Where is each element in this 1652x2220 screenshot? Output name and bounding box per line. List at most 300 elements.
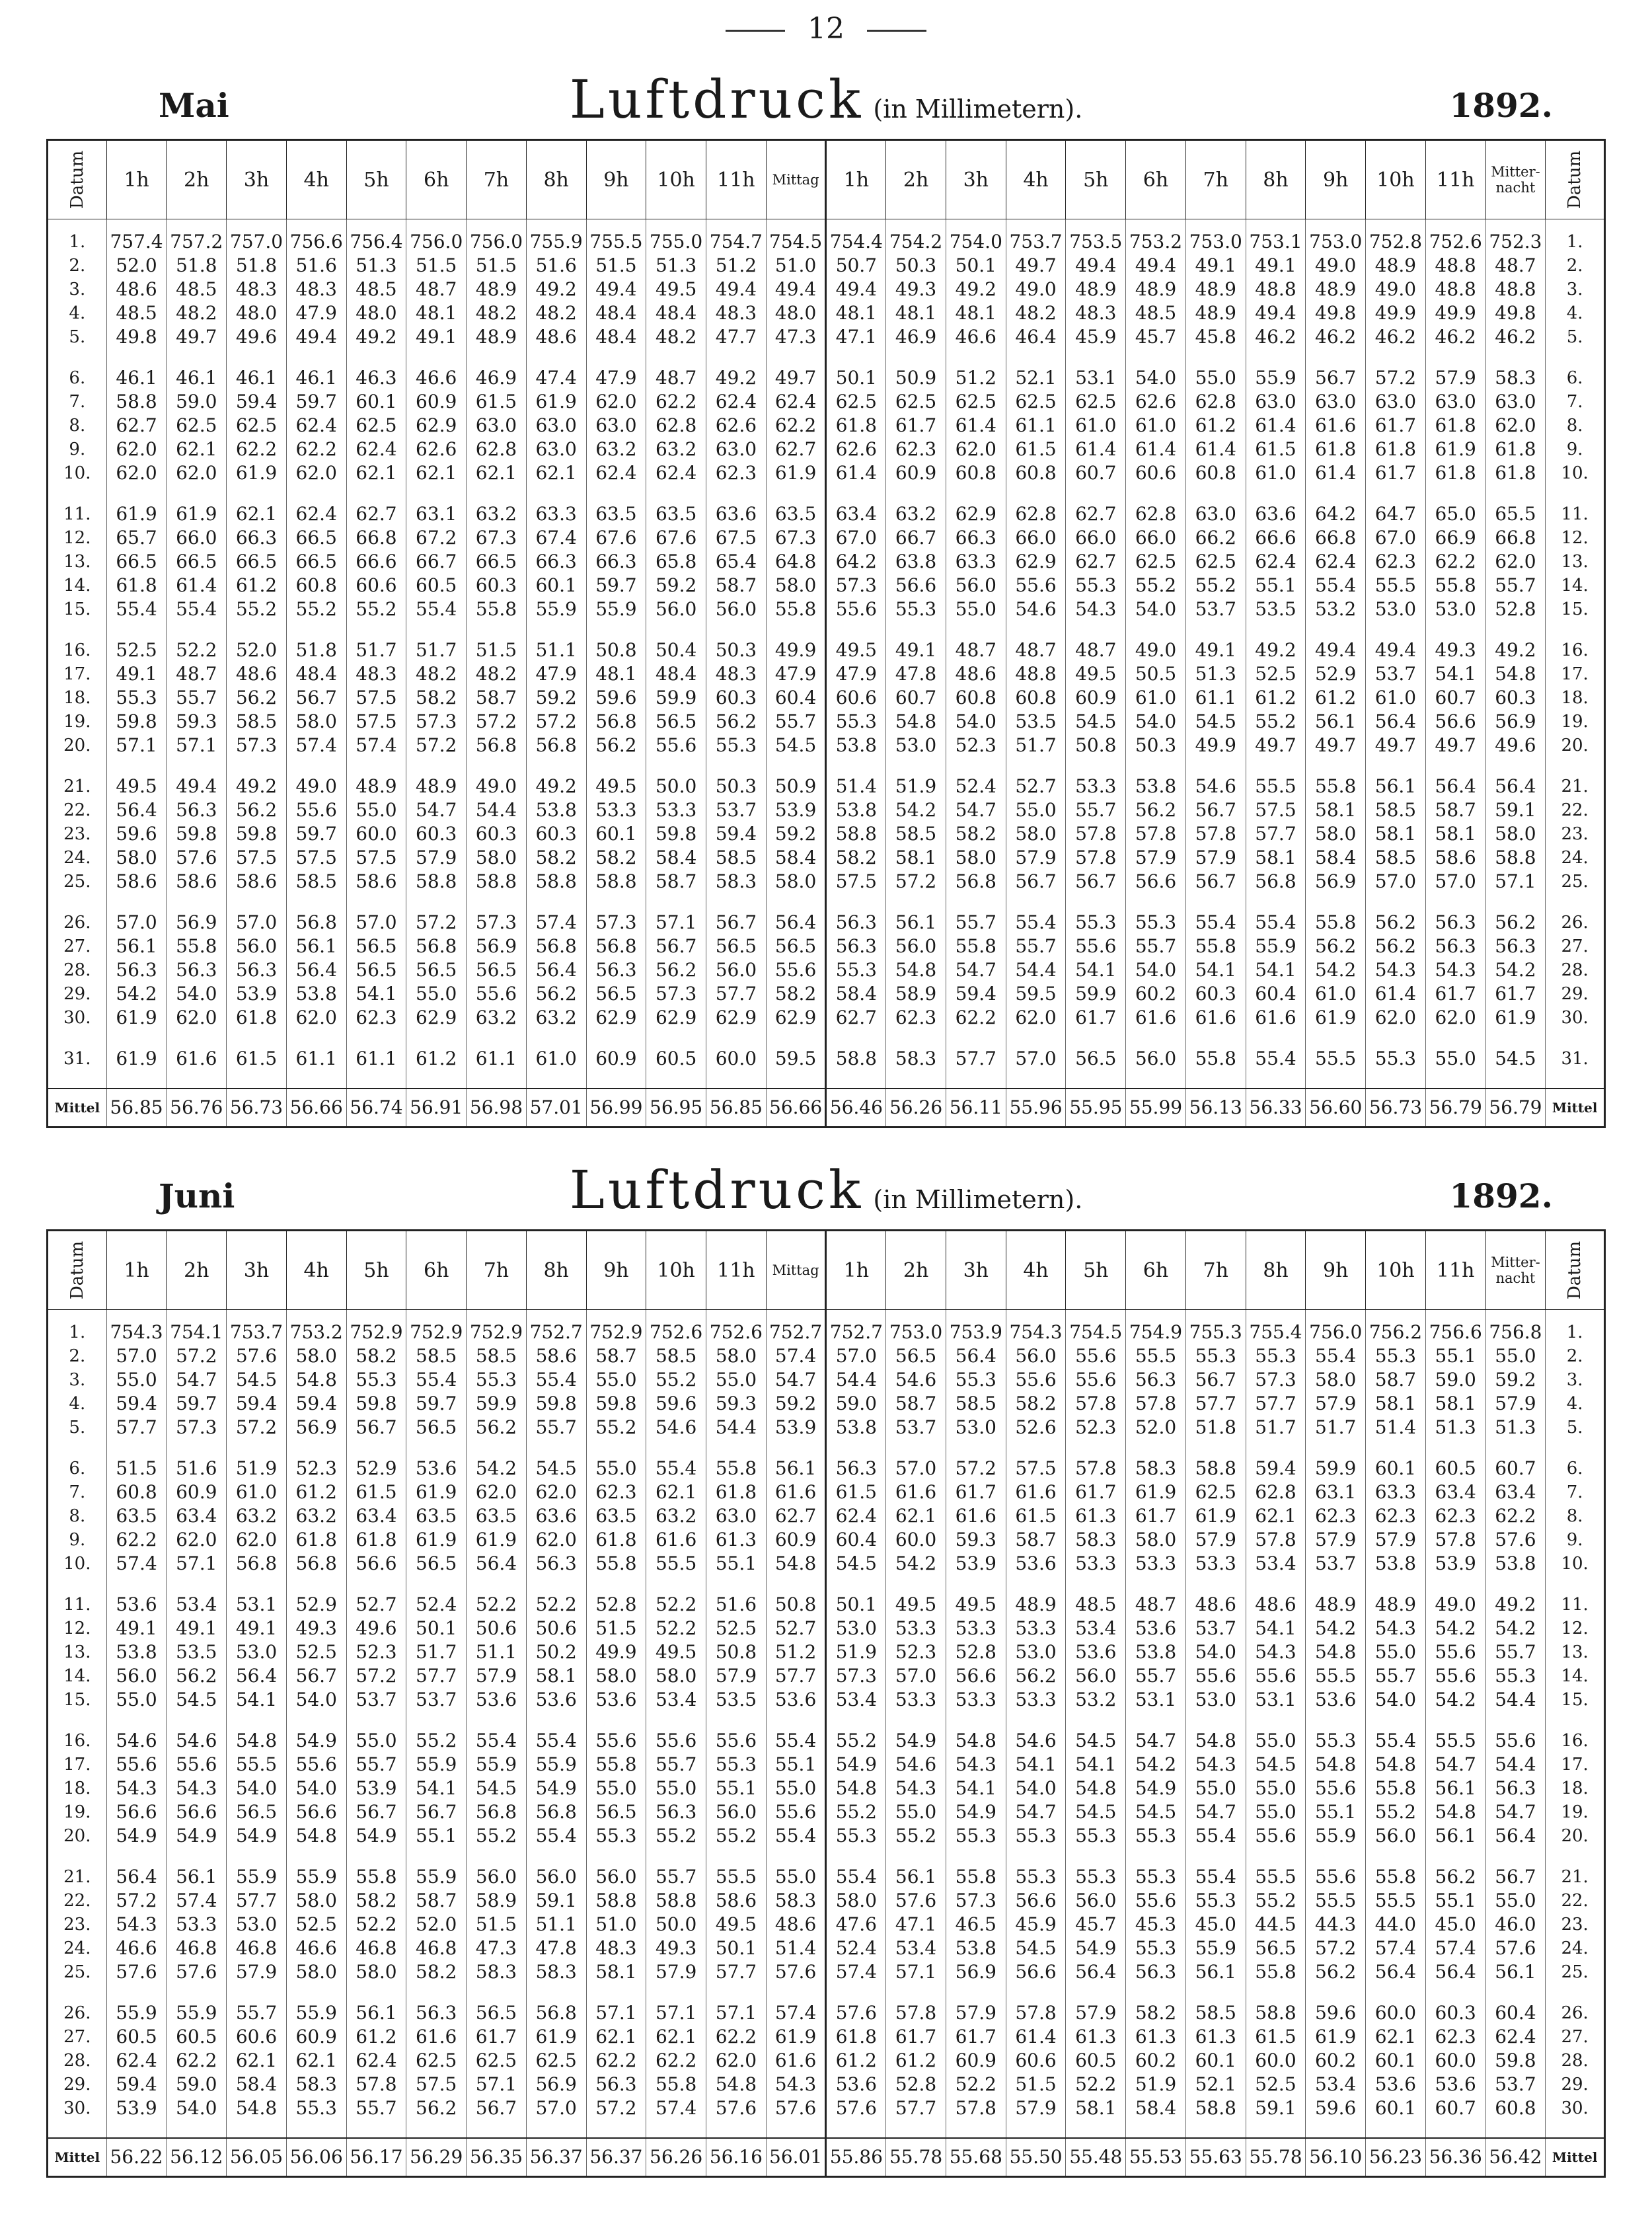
table-cell: 55.0 — [586, 1368, 646, 1392]
table-cell: 57.3 — [227, 734, 287, 757]
table-cell: 58.1 — [526, 1664, 586, 1688]
spacer-cell — [646, 621, 706, 638]
row-date: 18. — [48, 686, 107, 710]
table-cell: 56.26 — [886, 1089, 946, 1128]
row-date: 27. — [1546, 2025, 1605, 2049]
row-date: 3. — [48, 1368, 107, 1392]
table-cell: 55.5 — [227, 1753, 287, 1777]
column-header-hour: 7h — [467, 1231, 527, 1310]
spacer-cell — [1066, 1576, 1126, 1593]
table-cell: 53.0 — [227, 1640, 287, 1664]
spacer-cell — [227, 1439, 287, 1457]
table-cell: 55.2 — [826, 1800, 886, 1824]
table-cell: 62.0 — [286, 1006, 346, 1030]
table-cell: 66.3 — [227, 526, 287, 550]
column-header-hour: 7h — [467, 140, 527, 219]
table-cell: 57.5 — [406, 2073, 467, 2096]
table-cell: 48.1 — [946, 301, 1006, 325]
table-cell: 51.4 — [1366, 1416, 1426, 1439]
table-cell: 57.3 — [1246, 1368, 1306, 1392]
table-cell: 56.22 — [106, 2138, 167, 2177]
table-cell: 58.1 — [1246, 846, 1306, 870]
table-cell: 61.5 — [1006, 1504, 1066, 1528]
table-cell: 55.7 — [1485, 1640, 1546, 1664]
table-cell: 52.2 — [526, 1593, 586, 1617]
row-date: 6. — [1546, 1457, 1605, 1480]
table-cell: 49.1 — [1185, 638, 1246, 662]
table-cell: 61.9 — [526, 2025, 586, 2049]
table-cell: 62.8 — [1185, 390, 1246, 414]
table-cell: 54.9 — [1066, 1936, 1126, 1960]
spacer-cell — [1306, 621, 1366, 638]
table-cell: 57.7 — [766, 1664, 826, 1688]
table-cell: 66.8 — [1485, 526, 1546, 550]
table-cell: 54.2 — [886, 798, 946, 822]
table-cell: 63.0 — [526, 438, 586, 461]
table-cell: 48.8 — [1425, 278, 1485, 301]
table-cell: 62.0 — [946, 438, 1006, 461]
spacer-cell — [167, 1030, 227, 1047]
table-cell: 57.9 — [946, 2001, 1006, 2025]
table-cell: 56.3 — [1126, 1960, 1186, 1984]
spacer-cell — [526, 2120, 586, 2138]
table-cell: 54.8 — [227, 2096, 287, 2120]
table-cell: 52.7 — [766, 1617, 826, 1640]
spacer-cell — [106, 757, 167, 775]
table-cell: 55.1 — [406, 1824, 467, 1848]
table-cell: 57.6 — [706, 2096, 767, 2120]
row-date: 19. — [1546, 710, 1605, 734]
table-row — [48, 1824, 1605, 1848]
table-cell: 57.2 — [346, 1664, 406, 1688]
spacer-cell — [1366, 1576, 1426, 1593]
spacer-cell — [1126, 894, 1186, 911]
table-cell: 55.3 — [1066, 911, 1126, 935]
table-cell: 61.3 — [1185, 2025, 1246, 2049]
table-cell: 56.8 — [286, 911, 346, 935]
table-cell: 62.2 — [646, 2049, 706, 2073]
table-cell: 59.8 — [1485, 2049, 1546, 2073]
spacer-cell — [1006, 1576, 1066, 1593]
table-cell: 62.2 — [586, 2049, 646, 2073]
table-cell: 60.5 — [167, 2025, 227, 2049]
table-cell: 46.4 — [1006, 325, 1066, 349]
spacer-cell — [286, 1576, 346, 1593]
table-cell: 56.7 — [346, 1800, 406, 1824]
table-row — [48, 1936, 1605, 1960]
table-cell: 61.6 — [646, 1528, 706, 1552]
table-row — [48, 1006, 1605, 1030]
table-cell: 53.4 — [826, 1688, 886, 1712]
row-date: 13. — [1546, 550, 1605, 574]
table-cell: 62.3 — [886, 438, 946, 461]
spacer-row — [48, 1576, 1605, 1593]
table-cell: 58.2 — [826, 846, 886, 870]
table-cell: 50.8 — [586, 638, 646, 662]
table-cell: 57.1 — [167, 1552, 227, 1576]
table-cell: 56.5 — [706, 935, 767, 958]
table-cell: 62.9 — [706, 1006, 767, 1030]
row-date: 5. — [1546, 1416, 1605, 1439]
table-cell: 61.9 — [406, 1480, 467, 1504]
table-cell: 56.2 — [1366, 911, 1426, 935]
table-cell: 55.4 — [106, 597, 167, 621]
table-cell: 58.0 — [766, 574, 826, 597]
table-cell: 58.0 — [766, 870, 826, 894]
table-cell: 57.9 — [1126, 846, 1186, 870]
table-cell: 54.0 — [1126, 597, 1186, 621]
table-cell: 49.9 — [586, 1640, 646, 1664]
table-cell: 53.1 — [227, 1593, 287, 1617]
table-cell: 61.9 — [1185, 1504, 1246, 1528]
table-cell: 50.3 — [1126, 734, 1186, 757]
table-cell: 754.9 — [1126, 1310, 1186, 1345]
spacer-cell — [526, 1439, 586, 1457]
spacer-cell — [766, 621, 826, 638]
table-cell: 62.9 — [946, 502, 1006, 526]
table-cell: 55.6 — [467, 982, 527, 1006]
row-date: 1. — [48, 219, 107, 254]
table-cell: 60.6 — [227, 2025, 287, 2049]
spacer-cell — [167, 1439, 227, 1457]
spacer-cell — [766, 1984, 826, 2001]
spacer-cell — [1485, 757, 1546, 775]
table-cell: 46.2 — [1306, 325, 1366, 349]
table-cell: 55.3 — [826, 1824, 886, 1848]
spacer-cell — [646, 894, 706, 911]
spacer-cell — [1306, 1071, 1366, 1089]
spacer-cell — [706, 621, 767, 638]
table-cell: 56.9 — [167, 911, 227, 935]
table-cell: 61.4 — [946, 414, 1006, 438]
table-cell: 46.2 — [1246, 325, 1306, 349]
table-cell: 58.4 — [1306, 846, 1366, 870]
row-date: 4. — [1546, 301, 1605, 325]
table-cell: 56.8 — [586, 935, 646, 958]
table-cell: 61.7 — [1425, 982, 1485, 1006]
spacer-cell — [1306, 1712, 1366, 1729]
spacer-cell — [1546, 1848, 1605, 1865]
table-cell: 46.5 — [946, 1913, 1006, 1936]
table-cell: 48.7 — [1485, 254, 1546, 278]
table-cell: 55.4 — [1185, 911, 1246, 935]
column-header-hour: 9h — [1306, 140, 1366, 219]
table-cell: 56.95 — [646, 1089, 706, 1128]
table-cell: 54.5 — [1126, 1800, 1186, 1824]
table-cell: 56.33 — [1246, 1089, 1306, 1128]
table-cell: 52.5 — [1246, 662, 1306, 686]
row-date: 23. — [48, 1913, 107, 1936]
row-date: 2. — [48, 1344, 107, 1368]
table-cell: 63.5 — [106, 1504, 167, 1528]
table-cell: 57.0 — [886, 1664, 946, 1688]
spacer-cell — [706, 1848, 767, 1865]
table-cell: 61.0 — [1366, 686, 1426, 710]
month-label: Juni — [159, 1176, 235, 1215]
row-date: 13. — [1546, 1640, 1605, 1664]
table-cell: 49.5 — [946, 1593, 1006, 1617]
spacer-cell — [1246, 894, 1306, 911]
table-cell: 55.3 — [1126, 1824, 1186, 1848]
table-cell: 56.3 — [826, 935, 886, 958]
table-cell: 49.6 — [227, 325, 287, 349]
spacer-cell — [1006, 1071, 1066, 1089]
table-cell: 47.9 — [526, 662, 586, 686]
table-cell: 61.9 — [406, 1528, 467, 1552]
spacer-cell — [1546, 349, 1605, 366]
table-cell: 55.0 — [406, 982, 467, 1006]
table-cell: 45.0 — [1185, 1913, 1246, 1936]
table-cell: 48.4 — [586, 325, 646, 349]
table-cell: 62.0 — [1485, 414, 1546, 438]
table-cell: 55.7 — [646, 1865, 706, 1889]
spacer-cell — [1366, 2120, 1426, 2138]
table-cell: 60.6 — [826, 686, 886, 710]
spacer-cell — [406, 894, 467, 911]
spacer-cell — [227, 2120, 287, 2138]
table-cell: 63.5 — [646, 502, 706, 526]
table-cell: 62.1 — [406, 461, 467, 485]
table-cell: 59.1 — [1246, 2096, 1306, 2120]
table-cell: 60.5 — [1425, 1457, 1485, 1480]
table-cell: 752.3 — [1485, 219, 1546, 254]
spacer-cell — [1366, 485, 1426, 502]
table-cell: 56.5 — [346, 935, 406, 958]
spacer-cell — [346, 1984, 406, 2001]
table-cell: 51.8 — [227, 254, 287, 278]
table-cell: 56.2 — [1306, 1960, 1366, 1984]
table-cell: 61.7 — [1066, 1480, 1126, 1504]
table-cell: 56.0 — [1366, 1824, 1426, 1848]
table-cell: 55.0 — [946, 597, 1006, 621]
table-row — [48, 325, 1605, 349]
table-cell: 59.7 — [406, 1392, 467, 1416]
table-cell: 57.0 — [1425, 870, 1485, 894]
table-cell: 62.1 — [586, 2025, 646, 2049]
table-cell: 56.9 — [1306, 870, 1366, 894]
spacer-cell — [406, 757, 467, 775]
table-cell: 61.0 — [1126, 414, 1186, 438]
table-cell: 61.4 — [1066, 438, 1126, 461]
table-cell: 53.8 — [1485, 1552, 1546, 1576]
table-cell: 55.6 — [1246, 1664, 1306, 1688]
spacer-cell — [586, 621, 646, 638]
table-cell: 63.2 — [646, 438, 706, 461]
spacer-cell — [826, 1848, 886, 1865]
table-cell: 57.4 — [526, 911, 586, 935]
spacer-cell — [766, 1439, 826, 1457]
table-cell: 59.2 — [1485, 1368, 1546, 1392]
table-cell: 54.8 — [1306, 1640, 1366, 1664]
table-cell: 56.2 — [1366, 935, 1426, 958]
table-cell: 49.7 — [1366, 734, 1426, 757]
table-cell: 60.9 — [586, 1047, 646, 1071]
spacer-cell — [167, 1984, 227, 2001]
table-cell: 61.8 — [1306, 438, 1366, 461]
table-cell: 56.1 — [1425, 1824, 1485, 1848]
table-cell: 60.7 — [1485, 1457, 1546, 1480]
table-cell: 61.4 — [1306, 461, 1366, 485]
table-cell: 48.9 — [1185, 301, 1246, 325]
table-cell: 59.8 — [526, 1392, 586, 1416]
table-cell: 54.6 — [886, 1368, 946, 1392]
column-header-hour: 6h — [1126, 140, 1186, 219]
spacer-cell — [766, 485, 826, 502]
table-cell: 49.1 — [106, 662, 167, 686]
table-cell: 57.6 — [826, 2001, 886, 2025]
table-cell: 55.3 — [586, 1824, 646, 1848]
table-cell: 59.4 — [227, 1392, 287, 1416]
row-date: 1. — [48, 1310, 107, 1345]
table-cell: 55.6 — [766, 1800, 826, 1824]
table-cell: 61.1 — [1185, 686, 1246, 710]
table-cell: 57.2 — [406, 911, 467, 935]
table-row — [48, 1865, 1605, 1889]
table-cell: 58.6 — [706, 1889, 767, 1913]
table-cell: 48.2 — [526, 301, 586, 325]
row-date: 1. — [1546, 219, 1605, 254]
table-cell: 754.5 — [1066, 1310, 1126, 1345]
table-cell: 56.8 — [586, 710, 646, 734]
table-cell: 62.9 — [766, 1006, 826, 1030]
table-cell: 54.7 — [946, 958, 1006, 982]
table-cell: 49.7 — [1006, 254, 1066, 278]
table-cell: 62.2 — [706, 2025, 767, 2049]
table-cell: 55.53 — [1126, 2138, 1186, 2177]
table-cell: 57.0 — [1006, 1047, 1066, 1071]
table-cell: 56.4 — [1366, 1960, 1426, 1984]
table-cell: 54.6 — [1006, 1729, 1066, 1753]
row-date: 24. — [48, 1936, 107, 1960]
table-cell: 757.4 — [106, 219, 167, 254]
table-cell: 57.9 — [1185, 846, 1246, 870]
table-cell: 55.2 — [586, 1416, 646, 1439]
column-header-hour: 7h — [1185, 1231, 1246, 1310]
column-header-hour: 6h — [406, 140, 467, 219]
row-date: 11. — [48, 502, 107, 526]
table-cell: 61.4 — [1366, 982, 1426, 1006]
table-cell: 63.2 — [467, 1006, 527, 1030]
column-header-hour: 2h — [886, 1231, 946, 1310]
table-cell: 46.6 — [946, 325, 1006, 349]
table-cell: 49.1 — [167, 1617, 227, 1640]
table-cell: 48.4 — [646, 301, 706, 325]
table-cell: 754.3 — [106, 1310, 167, 1345]
table-cell: 62.7 — [346, 502, 406, 526]
table-cell: 61.5 — [346, 1480, 406, 1504]
table-cell: 55.3 — [946, 1368, 1006, 1392]
spacer-cell — [946, 349, 1006, 366]
table-cell: 62.2 — [1485, 1504, 1546, 1528]
table-cell: 59.9 — [1306, 1457, 1366, 1480]
table-cell: 63.2 — [227, 1504, 287, 1528]
table-row — [48, 219, 1605, 254]
table-cell: 62.4 — [586, 461, 646, 485]
spacer-cell — [706, 894, 767, 911]
table-cell: 56.3 — [1485, 1777, 1546, 1800]
spacer-cell — [886, 1439, 946, 1457]
table-cell: 55.1 — [1246, 574, 1306, 597]
table-cell: 55.3 — [1366, 1047, 1426, 1071]
table-cell: 58.5 — [1185, 2001, 1246, 2025]
table-cell: 49.9 — [1425, 301, 1485, 325]
table-cell: 54.5 — [227, 1368, 287, 1392]
spacer-cell — [467, 2120, 527, 2138]
table-row — [48, 1344, 1605, 1368]
spacer-cell — [1425, 2120, 1485, 2138]
table-cell: 55.3 — [1066, 574, 1126, 597]
table-cell: 46.8 — [227, 1936, 287, 1960]
table-cell: 49.0 — [1425, 1593, 1485, 1617]
table-cell: 45.9 — [1066, 325, 1126, 349]
row-date: 23. — [1546, 1913, 1605, 1936]
table-cell: 62.5 — [1185, 1480, 1246, 1504]
table-cell: 57.7 — [886, 2096, 946, 2120]
spacer-cell — [1126, 1030, 1186, 1047]
table-row — [48, 1528, 1605, 1552]
table-cell: 53.6 — [467, 1688, 527, 1712]
table-cell: 56.7 — [406, 1800, 467, 1824]
table-cell: 59.3 — [706, 1392, 767, 1416]
table-cell: 57.7 — [706, 982, 767, 1006]
spacer-cell — [586, 349, 646, 366]
spacer-cell — [586, 485, 646, 502]
spacer-cell — [886, 485, 946, 502]
table-cell: 56.8 — [406, 935, 467, 958]
table-cell: 57.6 — [1485, 1528, 1546, 1552]
table-cell: 55.8 — [706, 1457, 767, 1480]
table-cell: 54.0 — [946, 710, 1006, 734]
table-cell: 57.2 — [526, 710, 586, 734]
table-cell: 51.1 — [526, 638, 586, 662]
table-cell: 61.7 — [1066, 1006, 1126, 1030]
table-cell: 51.1 — [467, 1640, 527, 1664]
table-cell: 57.8 — [1425, 1528, 1485, 1552]
table-cell: 54.7 — [1425, 1753, 1485, 1777]
table-row — [48, 1729, 1605, 1753]
table-cell: 62.0 — [1006, 1006, 1066, 1030]
table-cell: 58.8 — [586, 1889, 646, 1913]
table-row — [48, 775, 1605, 798]
table-cell: 63.0 — [1246, 390, 1306, 414]
table-cell: 56.5 — [1246, 1936, 1306, 1960]
table-cell: 57.6 — [106, 1960, 167, 1984]
row-date: 12. — [48, 1617, 107, 1640]
table-cell: 52.5 — [1246, 2073, 1306, 2096]
spacer-cell — [227, 1030, 287, 1047]
column-header-hour: 4h — [286, 140, 346, 219]
table-cell: 59.6 — [586, 686, 646, 710]
spacer-row — [48, 1030, 1605, 1047]
table-row — [48, 1480, 1605, 1504]
table-cell: 754.7 — [706, 219, 767, 254]
spacer-cell — [1485, 1848, 1546, 1865]
spacer-cell — [1546, 894, 1605, 911]
table-cell: 56.0 — [586, 1865, 646, 1889]
table-cell: 60.1 — [526, 574, 586, 597]
table-cell: 58.1 — [886, 846, 946, 870]
table-cell: 55.7 — [1485, 574, 1546, 597]
row-date: 28. — [1546, 958, 1605, 982]
table-cell: 48.9 — [1185, 278, 1246, 301]
table-row — [48, 935, 1605, 958]
table-cell: 58.0 — [286, 1889, 346, 1913]
table-cell: 56.7 — [1485, 1865, 1546, 1889]
spacer-cell — [467, 349, 527, 366]
table-cell: 56.0 — [1066, 1664, 1126, 1688]
column-header-hour: 9h — [1306, 1231, 1366, 1310]
table-cell: 61.5 — [826, 1480, 886, 1504]
